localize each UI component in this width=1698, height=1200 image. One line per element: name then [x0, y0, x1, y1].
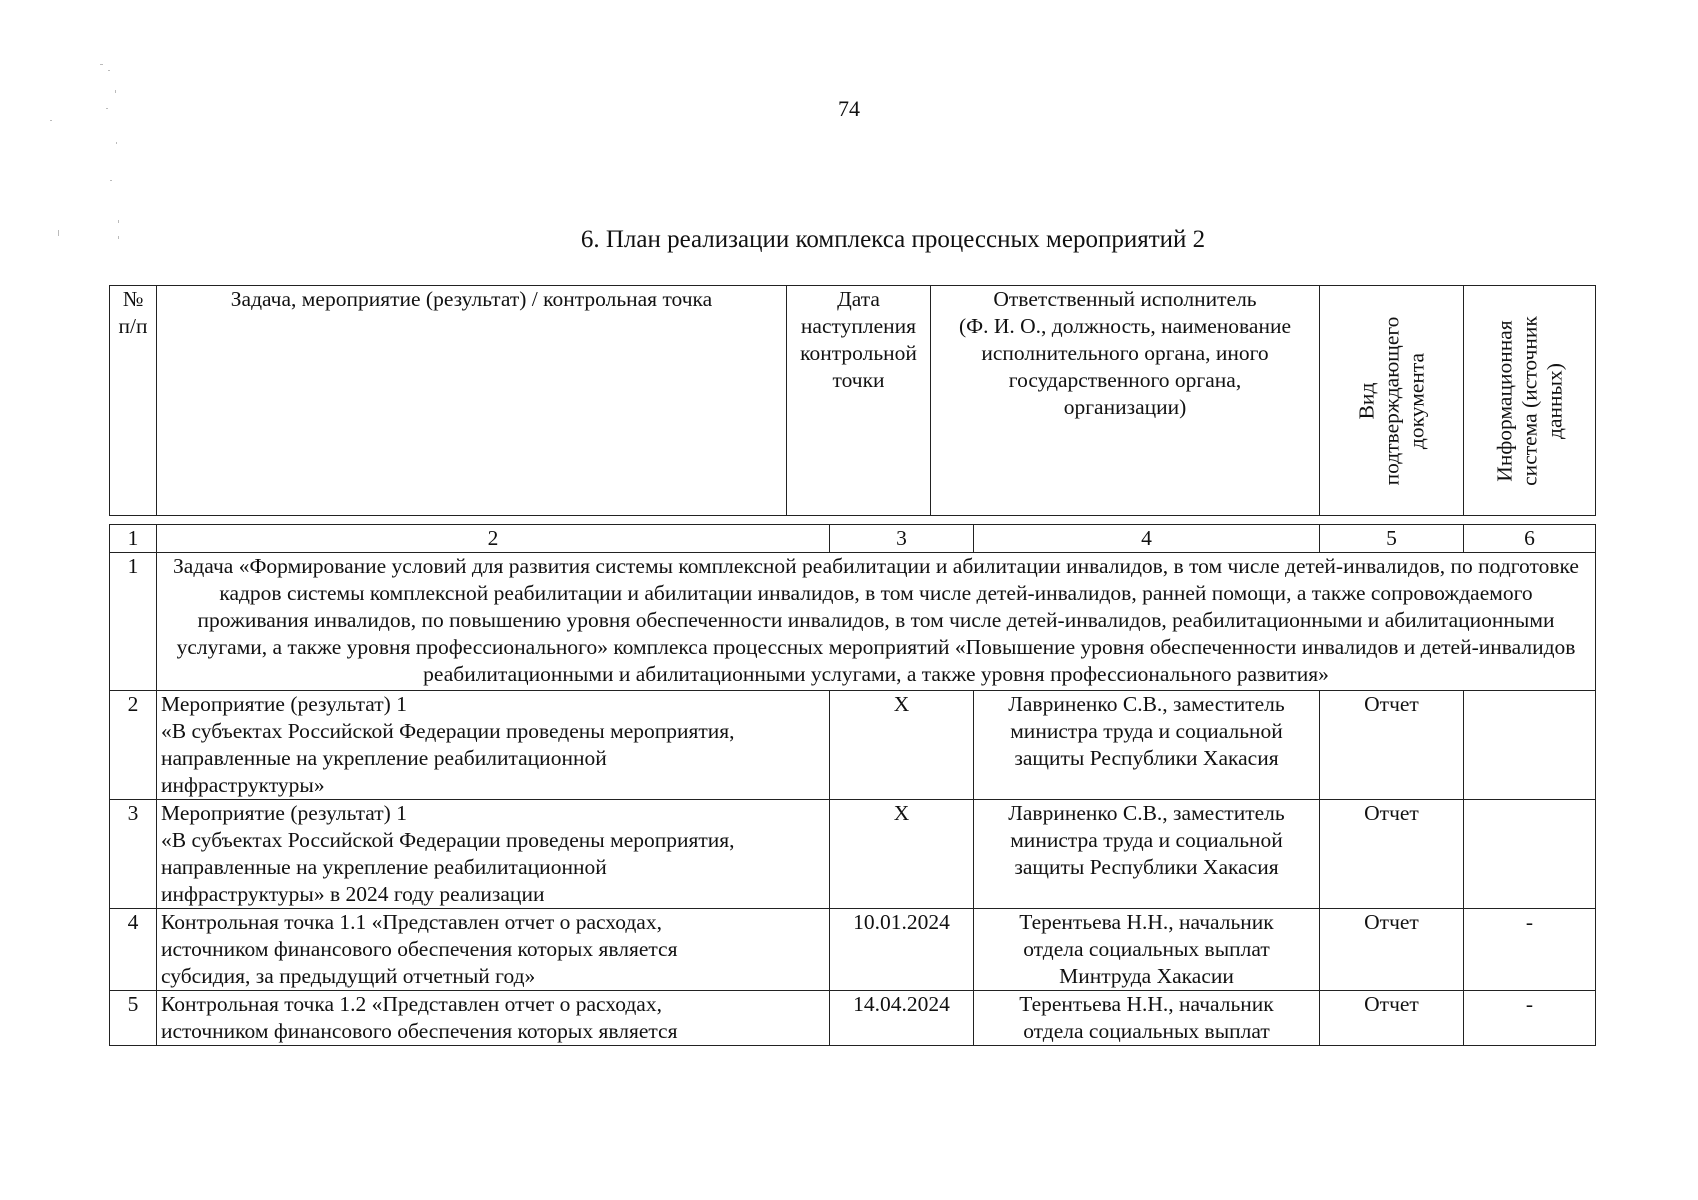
header-num: № п/п	[110, 286, 157, 516]
page-number: 74	[838, 96, 860, 121]
column-number: 5	[1320, 525, 1464, 553]
row-number: 2	[110, 691, 157, 800]
column-number-row	[110, 525, 1596, 553]
row-responsible: Терентьева Н.Н., начальник отдела социальных выплат Минтруда Хакасии	[974, 909, 1320, 991]
column-number: 2	[157, 525, 830, 553]
row-doc-type: Отчет	[1320, 800, 1464, 909]
plan-table-header	[109, 285, 1596, 516]
header-task: Задача, мероприятие (результат) / контрольная точка	[157, 286, 787, 516]
row-task: Мероприятие (результат) 1 «В субъектах Российской Федерации проведены мероприятия, направленные на укрепление реабилитационной инфраструктуры»	[157, 691, 830, 800]
row-number: 3	[110, 800, 157, 909]
task-row	[110, 553, 1596, 691]
table-row	[110, 909, 1596, 991]
column-number: 1	[110, 525, 157, 553]
row-responsible: Лавриненко С.В., заместитель министра труда и социальной защиты Республики Хакасия	[974, 691, 1320, 800]
row-date: 10.01.2024	[830, 909, 974, 991]
task-description: Задача «Формирование условий для развития системы комплексной реабилитации и абилитации инвалидов, в том числе детей-инвалидов, по подготовке кадров системы комплексной реабилитации и абилитации инвалидов, в том числе детей-инвалидов, ранней помощи, а также сопровождаемого проживания инвалидов, по повышению уровня обеспеченности инвалидов, в том числе детей-инвалидов, реабилитационными и абилитационными услугами, а также уровня профессионального» комплекса процессных мероприятий «Повышение уровня обеспеченности инвалидов и детей-инвалидов реабилитационными и абилитационными услугами, а также уровня профессионального развития»	[157, 553, 1596, 691]
row-info-system: -	[1464, 991, 1596, 1046]
row-info-system	[1464, 800, 1596, 909]
row-doc-type: Отчет	[1320, 991, 1464, 1046]
row-number: 4	[110, 909, 157, 991]
row-doc-type: Отчет	[1320, 691, 1464, 800]
column-number: 3	[830, 525, 974, 553]
table-row	[110, 991, 1596, 1046]
row-date: X	[830, 800, 974, 909]
row-info-system	[1464, 691, 1596, 800]
row-task: Мероприятие (результат) 1 «В субъектах Российской Федерации проведены мероприятия, направленные на укрепление реабилитационной инфраструктуры» в 2024 году реализации	[157, 800, 830, 909]
header-date: Дата наступления контрольной точки	[787, 286, 931, 516]
header-info-system: Информационная система (источник данных)	[1464, 286, 1596, 516]
row-number: 1	[110, 553, 157, 691]
table-row	[110, 800, 1596, 909]
row-number: 5	[110, 991, 157, 1046]
header-responsible: Ответственный исполнитель (Ф. И. О., должность, наименование исполнительного органа, иного государственного органа, организации)	[931, 286, 1320, 516]
column-number: 4	[974, 525, 1320, 553]
row-responsible: Терентьева Н.Н., начальник отдела социальных выплат	[974, 991, 1320, 1046]
header-doc-type: Вид подтверждающего документа	[1320, 286, 1464, 516]
row-task: Контрольная точка 1.1 «Представлен отчет о расходах, источником финансового обеспечения которых является субсидия, за предыдущий отчетный год»	[157, 909, 830, 991]
row-responsible: Лавриненко С.В., заместитель министра труда и социальной защиты Республики Хакасия	[974, 800, 1320, 909]
section-title: 6. План реализации комплекса процессных мероприятий 2	[580, 226, 1206, 253]
row-date: 14.04.2024	[830, 991, 974, 1046]
row-info-system: -	[1464, 909, 1596, 991]
row-date: X	[830, 691, 974, 800]
column-number: 6	[1464, 525, 1596, 553]
row-doc-type: Отчет	[1320, 909, 1464, 991]
plan-table-body	[109, 524, 1596, 1046]
row-task: Контрольная точка 1.2 «Представлен отчет о расходах, источником финансового обеспечения которых является	[157, 991, 830, 1046]
table-row	[110, 691, 1596, 800]
